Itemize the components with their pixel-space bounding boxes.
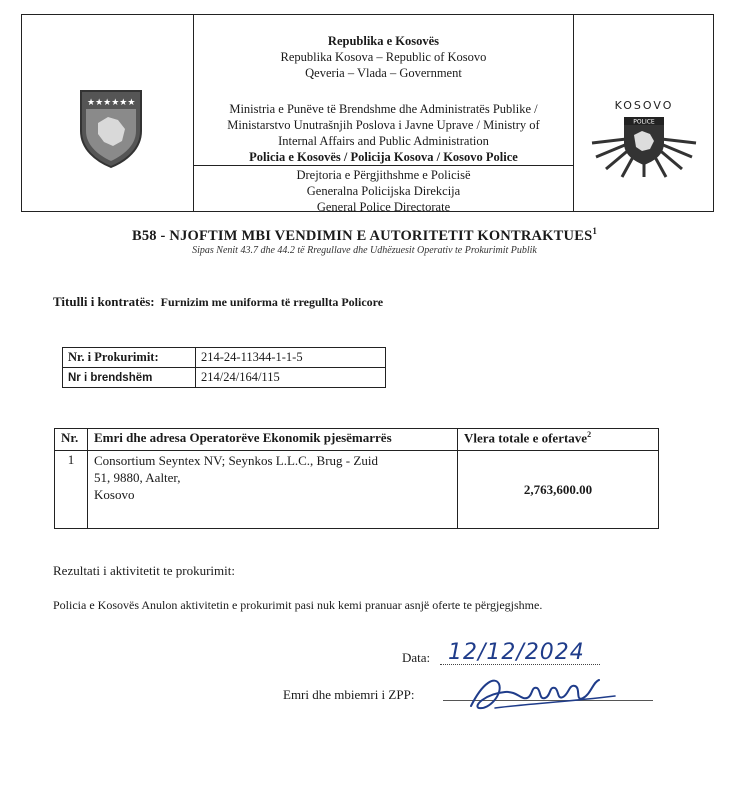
operator-name-address: Consortium Seyntex NV; Seynkos L.L.C., Brug - Zuid 51, 9880, Aalter, Kosovo <box>88 451 458 529</box>
header-line-1: Republika e Kosovës <box>327 34 440 48</box>
ministry-line-1: Ministria e Punëve të Brendshme dhe Administratës Publike / <box>229 102 538 116</box>
header-line-2: Republika Kosova – Republic of Kosovo <box>280 50 487 64</box>
table-row <box>63 348 386 368</box>
date-label: Data: <box>402 650 431 665</box>
svg-text:POLICE: POLICE <box>633 118 655 126</box>
col-header-value: Vlera totale e ofertave$^2$ <box>458 429 659 451</box>
operators-table <box>54 428 659 529</box>
date-row <box>402 640 602 670</box>
date-handwritten: 12/12/2024 <box>448 640 585 665</box>
directorate-line-2: Generalna Policijska Direkcija <box>306 184 461 198</box>
header-line-3: Qeveria – Vlada – Government <box>305 66 462 80</box>
directorate-line-3: General Police Directorate <box>316 200 451 214</box>
col-header-name: Emri dhe adresa Operatorëve Ekonomik pjesëmarrës <box>88 429 458 451</box>
title-footnote: 1 <box>592 226 598 236</box>
procurement-ids-table <box>62 347 386 388</box>
contract-title-row <box>53 294 383 310</box>
handwritten-signature <box>465 672 625 721</box>
directorate-line-1: Drejtoria e Përgjithshme e Policisë <box>296 168 471 182</box>
police-line: Policia e Kosovës / Policija Kosova / Kosovo Police <box>249 150 518 164</box>
kosovo-police-badge-icon <box>586 79 702 184</box>
table-header-row <box>55 429 659 451</box>
ministry-line-3: Internal Affairs and Public Administration <box>278 134 489 148</box>
internal-number-value: 214/24/164/115 <box>196 368 386 388</box>
header-left-cell <box>22 15 194 211</box>
kosovo-coat-of-arms-icon <box>78 89 144 174</box>
internal-number-label: Nr i brendshëm <box>63 368 196 388</box>
result-label: Rezultati i aktivitetit te prokurimit: <box>53 563 235 578</box>
procurement-number-label: Nr. i Prokurimit: <box>63 348 196 368</box>
svg-text:KOSOVO: KOSOVO <box>614 99 674 112</box>
document-title: B58 - NJOFTIM MBI VENDIMIN E AUTORITETIT KONTRAKTUES$^1$ <box>131 226 598 244</box>
header-center-cell <box>194 15 573 214</box>
ministry-line-2: Ministarstvo Unutrašnjih Poslova i Javne Uprave / Ministry of <box>227 118 540 132</box>
header-right-cell <box>573 15 713 211</box>
table-row <box>55 451 659 529</box>
result-text: Policia e Kosovës Anulon aktivitetin e prokurimit pasi nuk kemi pranuar asnjë oferte te përgjegjshme. <box>53 598 543 612</box>
signature-label: Emri dhe mbiemri i ZPP: <box>283 687 415 702</box>
col-header-nr: Nr. <box>55 429 88 451</box>
document-header <box>21 14 714 212</box>
signature-row <box>283 676 663 716</box>
contract-title-label: Titulli i kontratës: <box>53 294 155 309</box>
row-nr: 1 <box>55 451 88 529</box>
svg-text:★★★★★★: ★★★★★★ <box>87 98 136 108</box>
offer-total-value: 2,763,600.00 <box>458 451 659 529</box>
document-subtitle: Sipas Nenit 43.7 dhe 44.2 të Rregullave dhe Udhëzuesit Operativ te Prokurimit Publik <box>192 245 537 256</box>
procurement-number-value: 214-24-11344-1-1-5 <box>196 348 386 368</box>
contract-title-value: Furnizim me uniforma të rregullta Policore <box>160 295 384 309</box>
table-row <box>63 368 386 388</box>
